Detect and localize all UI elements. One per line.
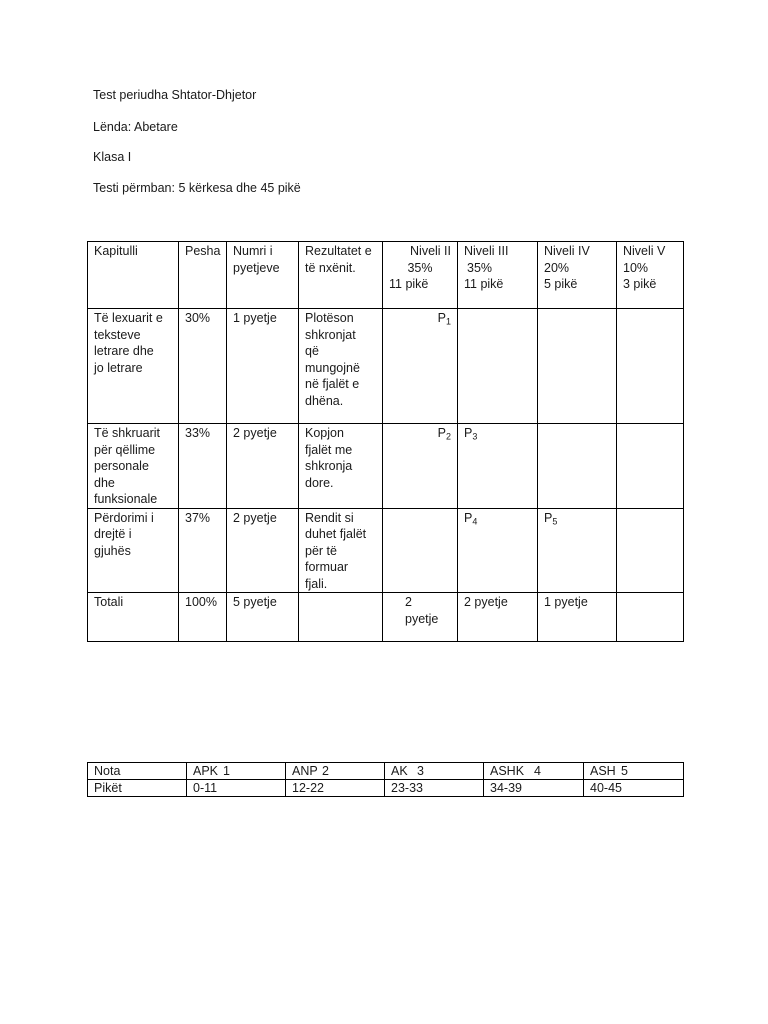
question-marker: $P_2$ xyxy=(437,426,451,442)
text-line: 20% xyxy=(544,260,570,275)
subject-line: Lënda: Abetare xyxy=(93,120,178,134)
total-row xyxy=(88,593,684,642)
question-marker: $P_1$ xyxy=(437,311,451,327)
total-questions: 5 pyetje xyxy=(227,593,299,642)
chapter-cell xyxy=(88,508,179,593)
points-label: Pikët xyxy=(88,780,187,797)
grading-scale-table xyxy=(87,762,684,797)
header-level-5 xyxy=(617,242,684,309)
total-level-3 xyxy=(458,593,538,642)
test-blueprint-table xyxy=(87,241,684,642)
question-count-cell: 2 pyetje xyxy=(227,424,299,509)
header-chapter xyxy=(88,242,179,309)
grade-cell: APK 1 xyxy=(187,763,286,780)
points-range: 0-11 xyxy=(187,780,286,797)
header-level-4 xyxy=(538,242,617,309)
outcome-cell xyxy=(299,309,383,424)
text-line: funksionale xyxy=(94,492,158,506)
level-3-cell xyxy=(458,309,538,424)
header-question-count xyxy=(227,242,299,309)
level-2-points: 11 pikë xyxy=(389,277,429,291)
text-line: 5 pikë xyxy=(544,277,578,291)
total-level-4 xyxy=(538,593,617,642)
text-line: fjalët me xyxy=(305,442,353,457)
grade-cell: AK 3 xyxy=(385,763,484,780)
header-weight xyxy=(179,242,227,309)
level-2-cell xyxy=(383,309,458,424)
points-range: 12-22 xyxy=(286,780,385,797)
total-weight: 100% xyxy=(179,593,227,642)
text-line: drejtë i xyxy=(94,527,132,541)
question-marker: $P_3$ xyxy=(464,426,478,442)
header-level-3 xyxy=(458,242,538,309)
text-line: 2 xyxy=(405,595,412,609)
text-line: letrare dhe xyxy=(94,344,154,358)
total-level-2 xyxy=(383,593,458,642)
text-line: Përdorimi i xyxy=(94,510,154,525)
weight-cell: 37% xyxy=(179,508,227,593)
grade-cell: ANP 2 xyxy=(286,763,385,780)
text-line: Të shkruarit xyxy=(94,426,160,440)
level-2-name: Niveli II xyxy=(410,244,451,258)
text-line: për qëllime xyxy=(94,442,156,457)
text-line: për të xyxy=(305,543,337,558)
chapter-cell xyxy=(88,424,179,509)
points-range: 23-33 xyxy=(385,780,484,797)
text-line: formuar xyxy=(305,560,349,574)
level-5-cell xyxy=(617,508,684,593)
document-title: Test periudha Shtator-Dhjetor xyxy=(93,88,257,102)
level-4-cell xyxy=(538,508,617,593)
grade-cell: ASH 5 xyxy=(584,763,684,780)
test-summary: Testi përmban: 5 kërkesa dhe 45 pikë xyxy=(93,181,301,195)
text-line: 1 pyetje xyxy=(544,595,588,609)
chapter-cell xyxy=(88,309,179,424)
level-3-percent: 35% xyxy=(467,260,493,275)
text-line: Rezultatet e xyxy=(305,244,372,258)
level-2-percent: 35% xyxy=(407,260,433,275)
text-line: jo letrare xyxy=(94,360,143,375)
level-5-cell xyxy=(617,424,684,509)
level-2-cell xyxy=(383,424,458,509)
level-4-cell xyxy=(538,424,617,509)
text-line: dore. xyxy=(305,475,334,490)
text-line: Niveli V xyxy=(623,244,666,258)
points-range: 40-45 xyxy=(584,780,684,797)
question-marker: $P_4$ xyxy=(464,510,478,526)
text-line: dhëna. xyxy=(305,393,344,408)
level-3-cell xyxy=(458,508,538,593)
text-line: Kopjon xyxy=(305,426,344,440)
points-row xyxy=(88,780,684,797)
text-line: duhet fjalët xyxy=(305,527,367,541)
grade-label: Nota xyxy=(88,763,187,780)
outcome-cell xyxy=(299,508,383,593)
question-count-cell: 1 pyetje xyxy=(227,309,299,424)
text-line: që xyxy=(305,344,319,358)
level-2-cell xyxy=(383,508,458,593)
level-3-name: Niveli III xyxy=(464,244,509,258)
grade-cell: ASHK 4 xyxy=(484,763,584,780)
text-line: teksteve xyxy=(94,327,141,342)
text-line: Numri i xyxy=(233,244,273,258)
text-line: Të lexuarit e xyxy=(94,311,163,325)
text-line: Rendit si xyxy=(305,510,354,525)
total-label: Totali xyxy=(88,593,179,642)
text-line: shkronja xyxy=(305,459,353,473)
grade-row xyxy=(88,763,684,780)
text-line: 3 pikë xyxy=(623,277,657,291)
table-row xyxy=(88,309,684,424)
text-line: Pesha xyxy=(185,244,221,258)
weight-cell: 33% xyxy=(179,424,227,509)
text-line: Niveli IV xyxy=(544,244,590,258)
table-row xyxy=(88,424,684,509)
text-line: pyetjeve xyxy=(233,260,280,275)
total-outcome-cell xyxy=(299,593,383,642)
text-line: 10% xyxy=(623,260,649,275)
text-line: mungojnë xyxy=(305,360,360,375)
text-line: Plotëson xyxy=(305,311,354,325)
table-header-row xyxy=(88,242,684,309)
weight-cell: 30% xyxy=(179,309,227,424)
header-learning-outcomes xyxy=(299,242,383,309)
level-3-points: 11 pikë xyxy=(464,277,504,291)
text-line: fjali. xyxy=(305,576,328,591)
text-line: personale xyxy=(94,459,149,473)
level-3-cell xyxy=(458,424,538,509)
question-count-cell: 2 pyetje xyxy=(227,508,299,593)
level-5-cell xyxy=(617,309,684,424)
text-line: dhe xyxy=(94,475,115,490)
class-line: Klasa I xyxy=(93,150,132,164)
question-marker: $P_5$ xyxy=(544,510,558,526)
text-line: të nxënit. xyxy=(305,260,356,275)
text-line: pyetje xyxy=(405,611,439,626)
text-line: në fjalët e xyxy=(305,377,360,391)
text-line: Kapitulli xyxy=(94,244,138,258)
text-line: shkronjat xyxy=(305,327,356,342)
text-line: gjuhës xyxy=(94,543,131,558)
level-4-cell xyxy=(538,309,617,424)
points-range: 34-39 xyxy=(484,780,584,797)
total-level-5 xyxy=(617,593,684,642)
outcome-cell xyxy=(299,424,383,509)
table-row xyxy=(88,508,684,593)
text-line: 2 pyetje xyxy=(464,595,508,609)
header-level-2 xyxy=(383,242,458,309)
